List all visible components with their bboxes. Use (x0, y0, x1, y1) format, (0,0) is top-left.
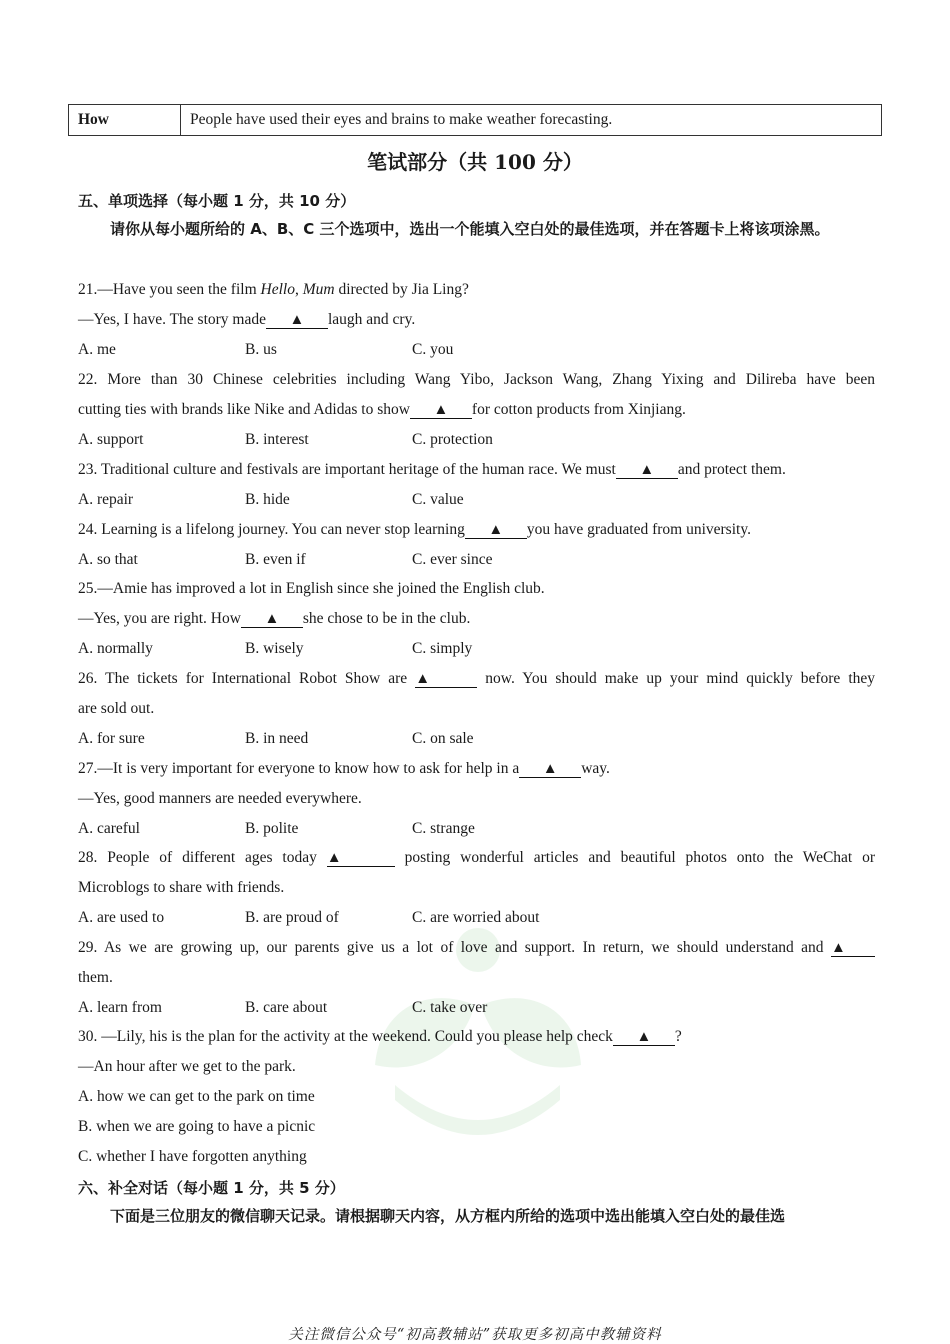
q23-line1 (78, 461, 786, 479)
q21-option-b: B. us (245, 341, 277, 358)
info-table (68, 104, 882, 136)
q30-option-c: C. whether I have forgotten anything (78, 1148, 307, 1165)
table-cell-label: How (69, 105, 181, 136)
q24-line1 (78, 521, 751, 539)
q28-line1 (78, 849, 875, 867)
q30-text2: ? (674, 1028, 682, 1045)
q21-film2: Mum (302, 281, 335, 298)
q27-line2: —Yes, good manners are needed everywhere. (78, 790, 362, 807)
q30-option-b: B. when we are going to have a picnic (78, 1118, 316, 1135)
q25-blank[interactable]: ▲ (241, 611, 303, 628)
q23-text: 23. Traditional culture and festivals are important heritage of the human race. We must (78, 461, 616, 478)
table-row (69, 105, 882, 136)
q28-option-b: B. are proud of (245, 909, 339, 926)
q28-text: 28. People of different ages today (78, 849, 317, 866)
q21-blank[interactable]: ▲ (266, 312, 328, 329)
q21-text4: laugh and cry. (327, 311, 416, 328)
q22-blank[interactable]: ▲ (410, 402, 472, 419)
q23-option-a: A. repair (78, 491, 134, 508)
q30-text: 30. —Lily, his is the plan for the activity at the weekend. Could you please help check (78, 1028, 613, 1045)
q27-text2: way. (581, 760, 610, 777)
q25-line2 (78, 610, 470, 628)
q28-line2: Microblogs to share with friends. (78, 879, 285, 896)
q28-blank[interactable]: ▲ (327, 850, 395, 867)
section5-instruction: 请你从每小题所给的 A、B、C 三个选项中，选出一个能填入空白处的最佳选项，并在答题卡上将该项涂黑。 (110, 220, 830, 238)
q21-film: Hello (260, 281, 295, 298)
q30-option-a: A. how we can get to the park on time (78, 1088, 315, 1105)
q27-blank[interactable]: ▲ (519, 761, 581, 778)
q27-option-c: C. strange (412, 820, 475, 837)
q28-option-c: C. are worried about (412, 909, 540, 926)
q22-text: cutting ties with brands like Nike and Adidas to show (78, 401, 410, 418)
watermark-swoosh (395, 1085, 560, 1135)
q26-text2: now. You should make up your mind quickly before they (485, 670, 876, 687)
q22-option-c: C. protection (412, 431, 493, 448)
q27-option-b: B. polite (245, 820, 299, 837)
q23-option-c: C. value (412, 491, 464, 508)
q27-option-a: A. careful (78, 820, 140, 837)
q21-option-a: A. me (78, 341, 116, 358)
q21-option-c: C. you (412, 341, 454, 358)
q22-option-a: A. support (78, 431, 144, 448)
section6-heading: 六、补全对话（每小题 1 分，共 5 分） (78, 1179, 345, 1197)
section5-heading: 五、单项选择（每小题 1 分，共 10 分） (78, 192, 356, 210)
q28-text2: posting wonderful articles and beautiful photos onto the WeChat or (404, 849, 876, 866)
q30-line2: —An hour after we get to the park. (78, 1058, 296, 1075)
q22-text2: for cotton products from Xinjiang. (471, 401, 686, 418)
q23-option-b: B. hide (245, 491, 290, 508)
q26-line1 (78, 670, 875, 688)
table-cell-text: People have used their eyes and brains to make weather forecasting. (181, 105, 882, 136)
q21-line1 (78, 281, 469, 299)
q22-line2 (78, 401, 686, 419)
q26-line2: are sold out. (78, 700, 155, 717)
q22-option-b: B. interest (245, 431, 309, 448)
q26-text: 26. The tickets for International Robot Show are (78, 670, 408, 687)
q26-option-a: A. for sure (78, 730, 145, 747)
q26-option-b: B. in need (245, 730, 309, 747)
q23-blank[interactable]: ▲ (616, 462, 678, 479)
q21-sep: , (294, 281, 303, 298)
q25-option-c: C. simply (412, 640, 473, 657)
q22-line1: 22. More than 30 Chinese celebrities including Wang Yibo, Jackson Wang, Zhang Yixing and Dilireba have been (78, 371, 875, 388)
q30-line1 (78, 1028, 682, 1046)
q24-option-a: A. so that (78, 551, 138, 568)
q27-line1 (78, 760, 610, 778)
q29-option-b: B. care about (245, 999, 328, 1016)
q26-option-c: C. on sale (412, 730, 474, 747)
q24-option-c: C. ever since (412, 551, 493, 568)
q24-text: 24. Learning is a lifelong journey. You can never stop learning (78, 521, 465, 538)
footer-note: 关注微信公众号“初高教辅站”获取更多初高中教辅资料 (288, 1327, 662, 1343)
q25-text2: she chose to be in the club. (302, 610, 471, 627)
q29-option-a: A. learn from (78, 999, 162, 1016)
q25-line1: 25.—Amie has improved a lot in English since she joined the English club. (78, 580, 545, 597)
q23-text2: and protect them. (677, 461, 786, 478)
q24-option-b: B. even if (245, 551, 306, 568)
q24-blank[interactable]: ▲ (465, 522, 527, 539)
watermark-logo (355, 915, 600, 1235)
q21-text: 21.—Have you seen the film (78, 281, 261, 298)
q26-blank[interactable]: ▲ (415, 671, 477, 688)
q21-text3: —Yes, I have. The story made (78, 311, 266, 328)
q21-line2 (78, 311, 415, 329)
q29-blank[interactable]: ▲ (831, 940, 875, 957)
q30-blank[interactable]: ▲ (613, 1029, 675, 1046)
q21-text2: directed by Jia Ling? (334, 281, 469, 298)
part-title: 笔试部分（共 100 分） (367, 150, 583, 174)
q29-option-c: C. take over (412, 999, 488, 1016)
q28-option-a: A. are used to (78, 909, 165, 926)
q25-option-b: B. wisely (245, 640, 304, 657)
q29-line1 (78, 939, 875, 957)
q24-text2: you have graduated from university. (526, 521, 751, 538)
q25-option-a: A. normally (78, 640, 153, 657)
q29-line2: them. (78, 969, 113, 986)
q25-text: —Yes, you are right. How (78, 610, 241, 627)
section6-instruction: 下面是三位朋友的微信聊天记录。请根据聊天内容，从方框内所给的选项中选出能填入空白处的最佳选 (110, 1207, 786, 1225)
q27-text: 27.—It is very important for everyone to know how to ask for help in a (78, 760, 520, 777)
q29-text: 29. As we are growing up, our parents give us a lot of love and support. In return, we should understand and (78, 939, 824, 956)
